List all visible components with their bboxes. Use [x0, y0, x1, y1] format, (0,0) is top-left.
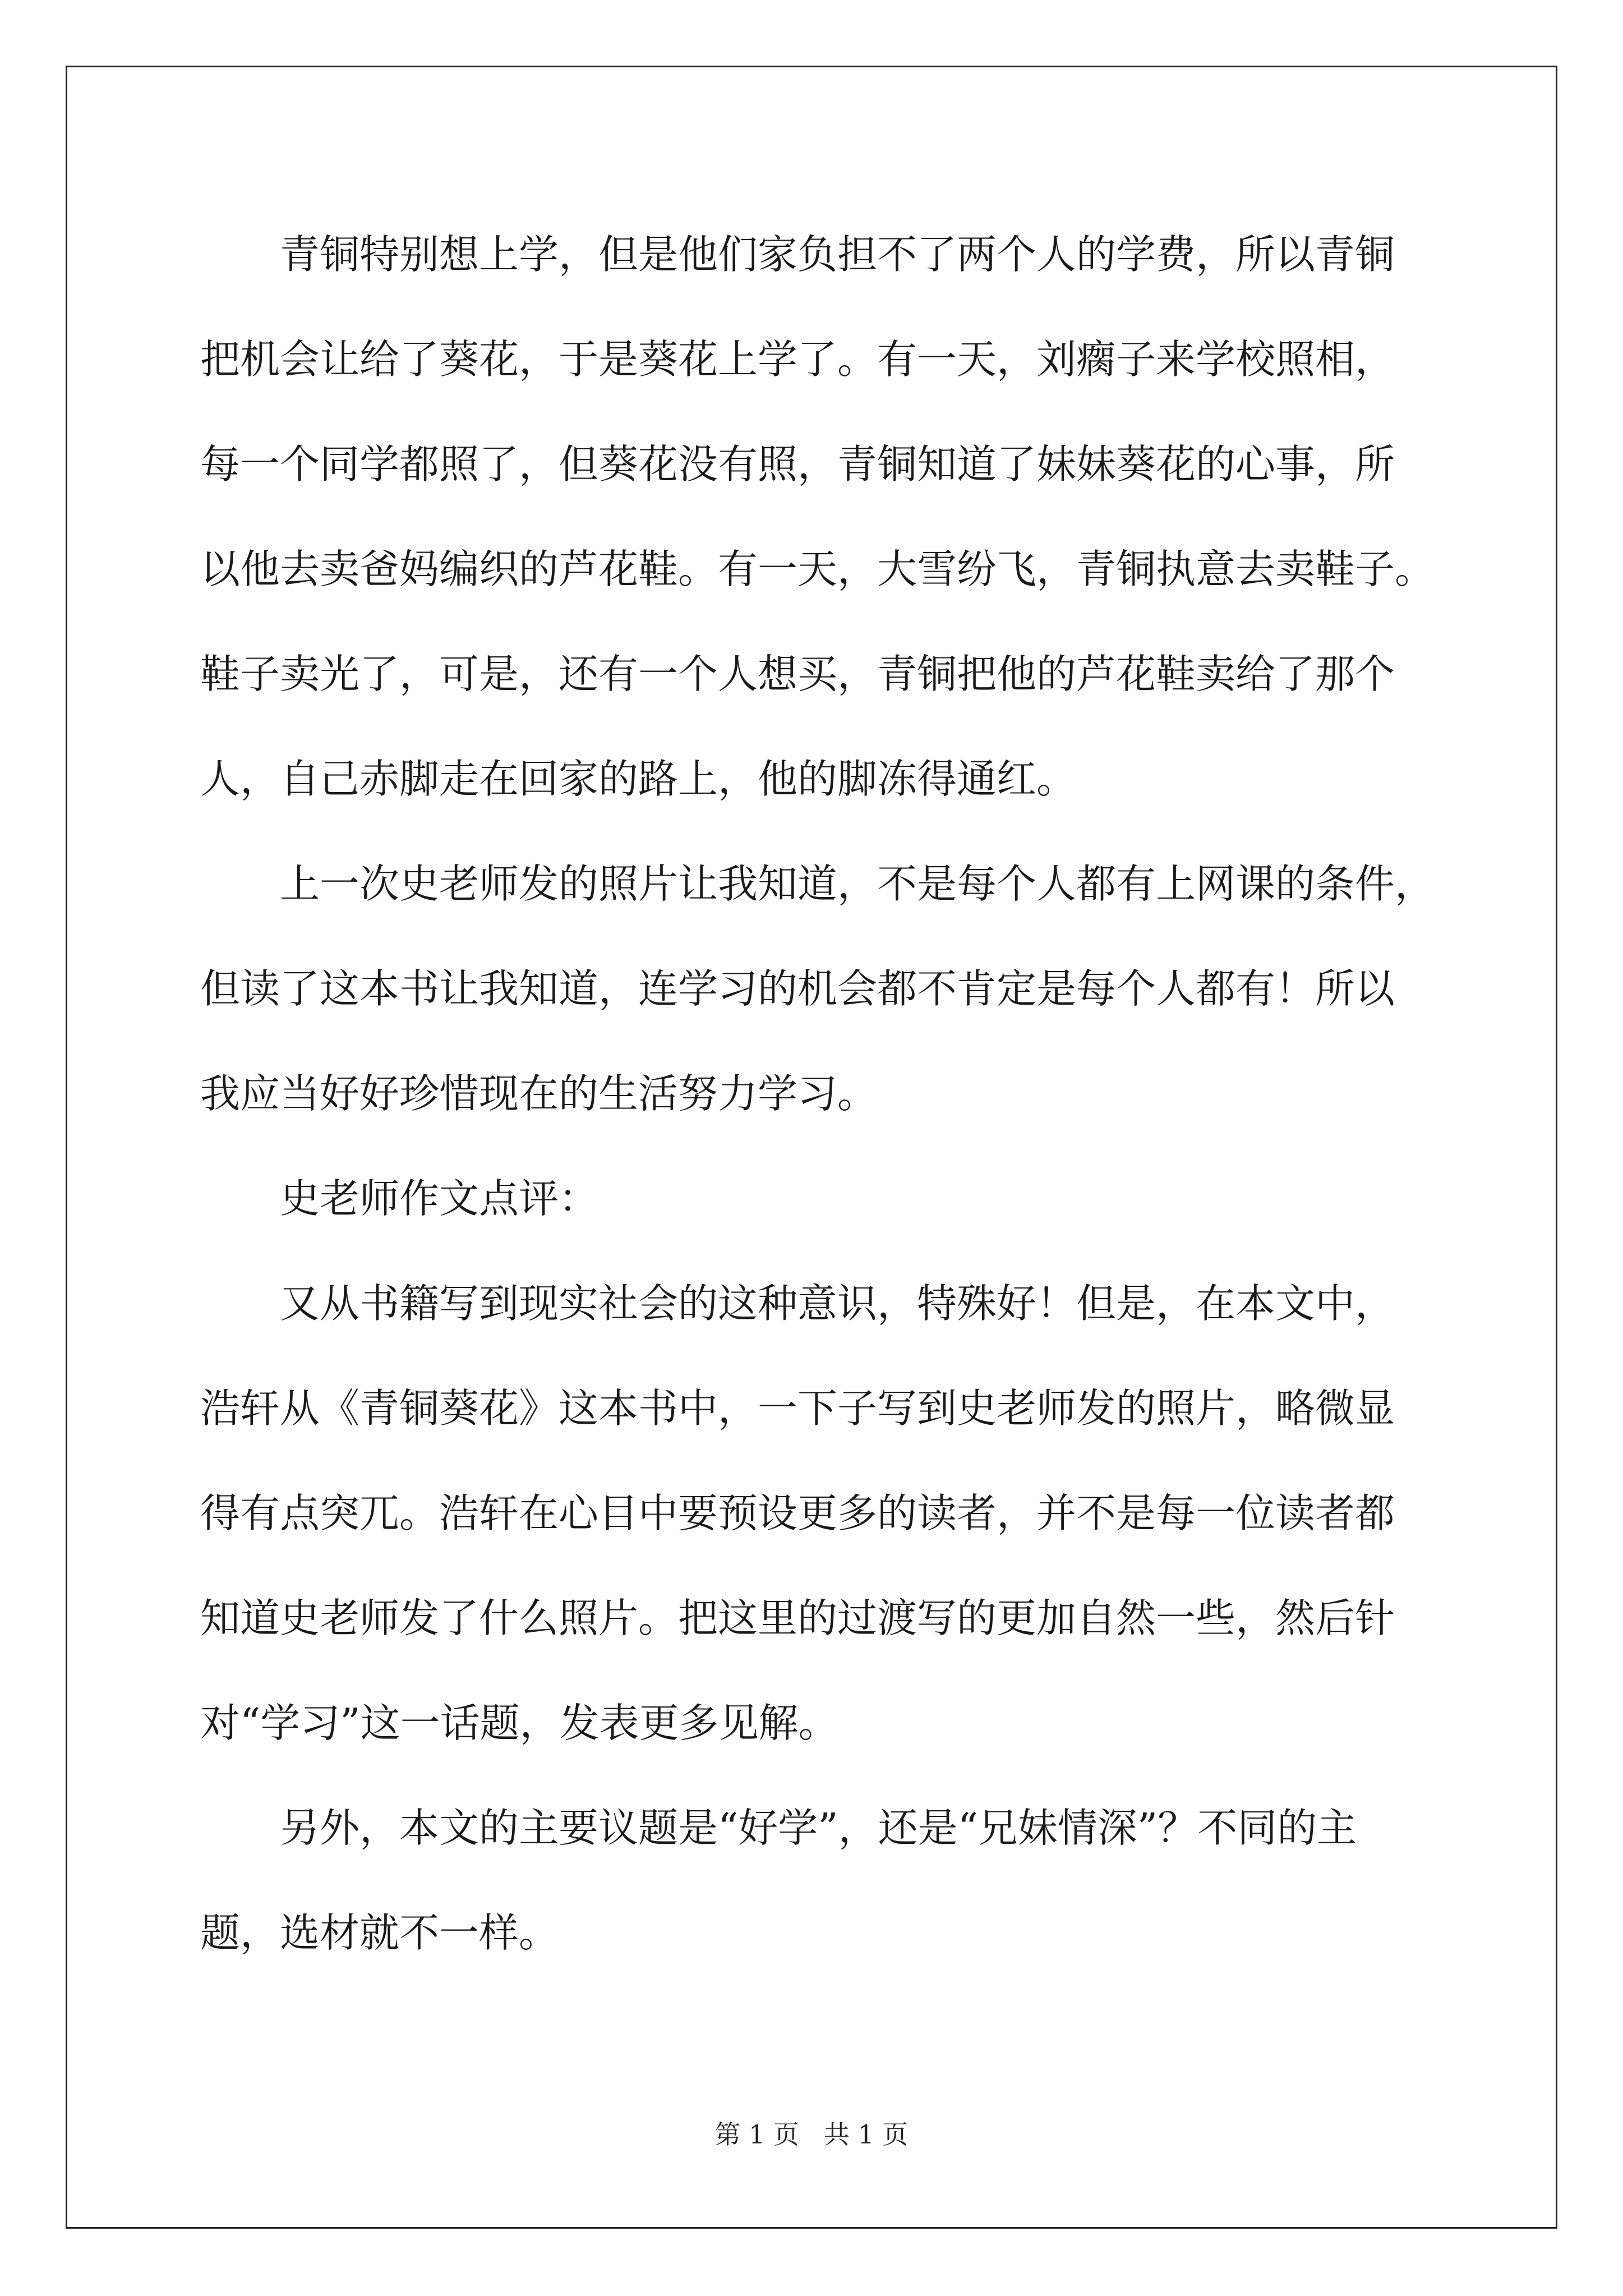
paragraph-comment-heading: 史老师作文点评：	[280, 1175, 599, 1222]
document-body	[200, 202, 1462, 1985]
paragraph-story-summary: 青铜特别想上学，但是他们家负担不了两个人的学费，所以青铜 把机会让给了葵花，于是葵花上学了。有一天，刘瘸子来学校照相， 每一个同学都照了，但葵花没有照，青铜知道了妹妹葵花的心事，所 以他去卖爸妈编织的芦花鞋。有一天，大雪纷飞，青铜执意去卖鞋子。 鞋子卖光了，可是，还有一个人想买，青铜把他的芦花鞋卖给了那个 人，自己赤脚走在回家的路上，他的脚冻得通红。	[200, 231, 1435, 802]
paragraph-teacher-comment: 又从书籍写到现实社会的这种意识，特殊好！但是，在本文中， 浩轩从《青铜葵花》这本书中，一下子写到史老师发的照片，略微显 得有点突兀。浩轩在心目中要预设更多的读者，并不是每一位读者都 知道史老师发了什么照片。把这里的过渡写的更加自然一些，然后针 对“学习”这一话题，发表更多见解。	[200, 1280, 1395, 1746]
paragraph-additional-comment: 另外，本文的主要议题是“好学”，还是“兄妹情深”？不同的主 题，选材就不一样。	[200, 1805, 1357, 1956]
page-number-footer: 第 1 页 共 1 页	[714, 2119, 909, 2150]
paragraph-reflection: 上一次史老师发的照片让我知道，不是每个人都有上网课的条件， 但读了这本书让我知道，连学习的机会都不肯定是每个人都有！所以 我应当好好珍惜现在的生活努力学习。	[200, 861, 1435, 1117]
